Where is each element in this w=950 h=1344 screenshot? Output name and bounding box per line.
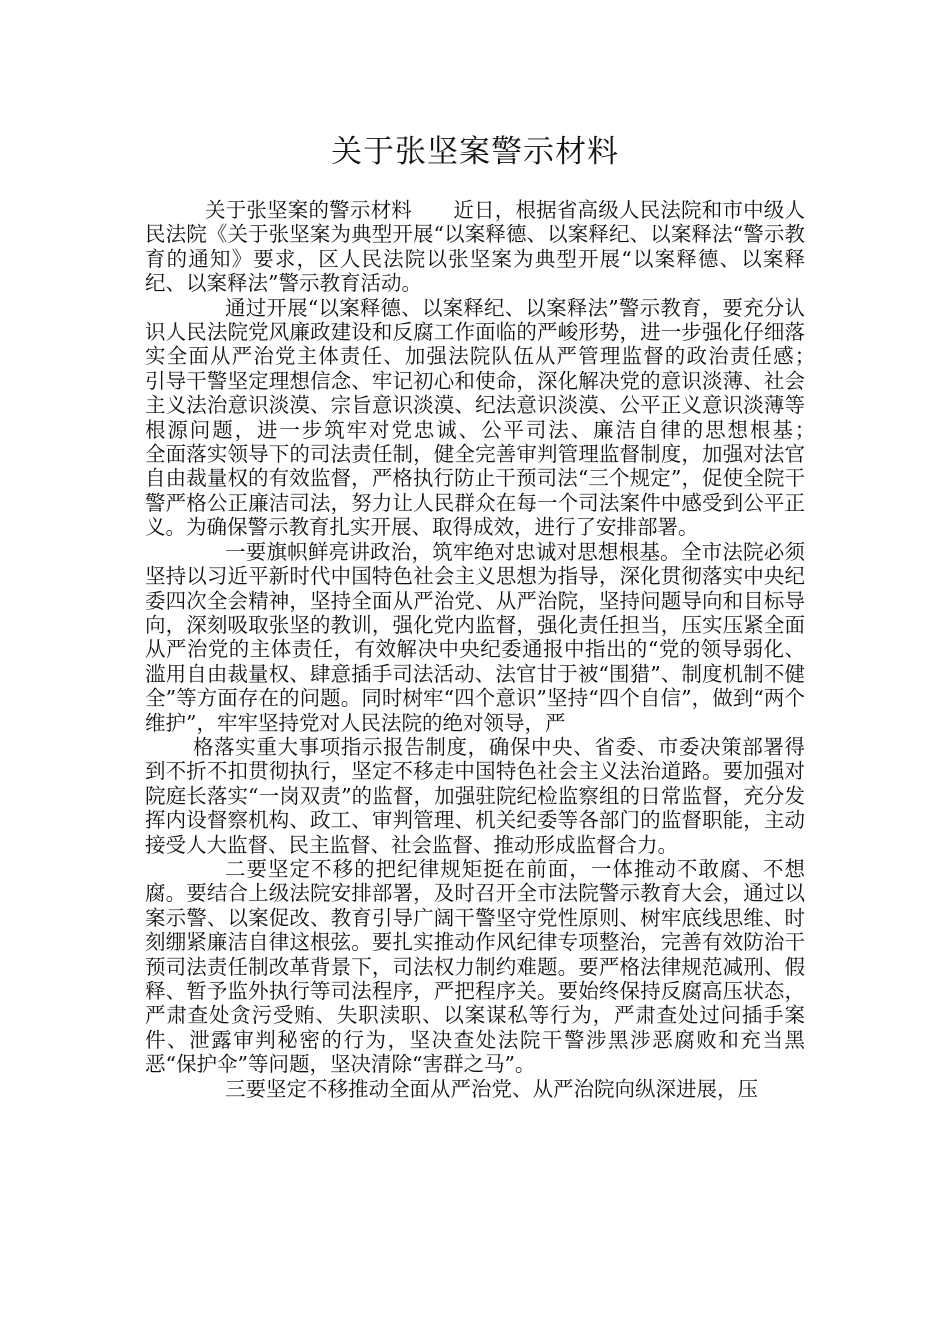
paragraph-point-three: 三要坚定不移推动全面从严治党、从严治院向纵深进展，压 [225,1076,758,1101]
document-title: 关于张坚案警示材料 [331,134,619,170]
paragraph-intro: 关于张坚案的警示材料 近日，根据省高级人民法院和市中级人民法院《关于张坚案为典型开展“以案释德、以案释纪、以案释法“警示教育的通知》要求，区人民法院以张坚案为典型开展“以案释德、以案释纪、以案释法”警示教育活动。 [145,198,805,296]
paragraph-point-two: 二要坚定不移的把纪律规矩挺在前面，一体推动不敢腐、不想腐。要结合上级法院安排部署，及时召开全市法院警示教育大会，通过以案示警、以案促改、教育引导广阔干警坚守党性原则、树牢底线思维、时刻绷紧廉洁自律这根弦。要扎实推动作风纪律专项整治，完善有效防治干预司法责任制改革背景下，司法权力制约难题。要严格法律规范减刑、假释、暂予监外执行等司法程序，严把程序关。要始终保持反腐高压状态，严肃查处贪污受贿、失职渎职、以案谋私等行为，严肃查处过问插手案件、泄露审判秘密的行为，坚决查处法院干警涉黑涉恶腐败和充当黑恶“保护伞”等问题，坚决清除“害群之马”。 [145,856,805,1077]
paragraph-point-one: 一要旗帜鲜亮讲政治，筑牢绝对忠诚对思想根基。全市法院必须坚持以习近平新时代中国特色社会主义思想为指导，深化贯彻落实中央纪委四次全会精神，坚持全面从严治党、从严治院，坚持问题导向和目标导向，深刻吸取张坚的教训，强化党内监督，强化责任担当，压实压紧全面从严治党的主体责任，有效解决中央纪委通报中指出的“党的领导弱化、滥用自由裁量权、肆意插手司法活动、法官甘于被“围猎”、制度机制不健全”等方面存在的问题。同时树牢“四个意识”坚持“四个自信”，做到“两个维护”，牢牢坚持党对人民法院的绝对领导，严 [145,539,805,735]
paragraph-purpose: 通过开展“以案释德、以案释纪、以案释法”警示教育，要充分认识人民法院党风廉政建设和反腐工作面临的严峻形势，进一步强化仔细落实全面从严治党主体责任、加强法院队伍从严管理监督的政治责任感； 引导干警坚定理想信念、牢记初心和使命，深化解决党的意识淡薄、社会主义法治意识淡漠、宗旨意识淡漠、纪法意识淡漠、公平正义意识淡薄等根源问题，进一步筑牢对党忠诚、公平司法、廉洁自律的思想根基； 全面落实领导下的司法责任制，健全完善审判管理监督制度，加强对法官自由裁量权的有效监督，严格执行防止干预司法“三个规定”，促使全院干警严格公正廉洁司法，努力让人民群众在每一个司法案件中感受到公平正义。为确保警示教育扎实开展、取得成效，进行了安排部署。 [145,295,846,540]
document-body [145,198,846,1101]
paragraph-point-one-continued: 格落实重大事项指示报告制度，确保中央、省委、市委决策部署得到不折不扣贯彻执行，坚定不移走中国特色社会主义法治道路。要加强对院庭长落实“一岗双责”的监督，加强驻院纪检监察组的日常监督，充分发挥内设督察机构、政工、审判管理、机关纪委等各部门的监督职能，主动接受人大监督、民主监督、社会监督、推动形成监督合力。 [145,734,805,857]
